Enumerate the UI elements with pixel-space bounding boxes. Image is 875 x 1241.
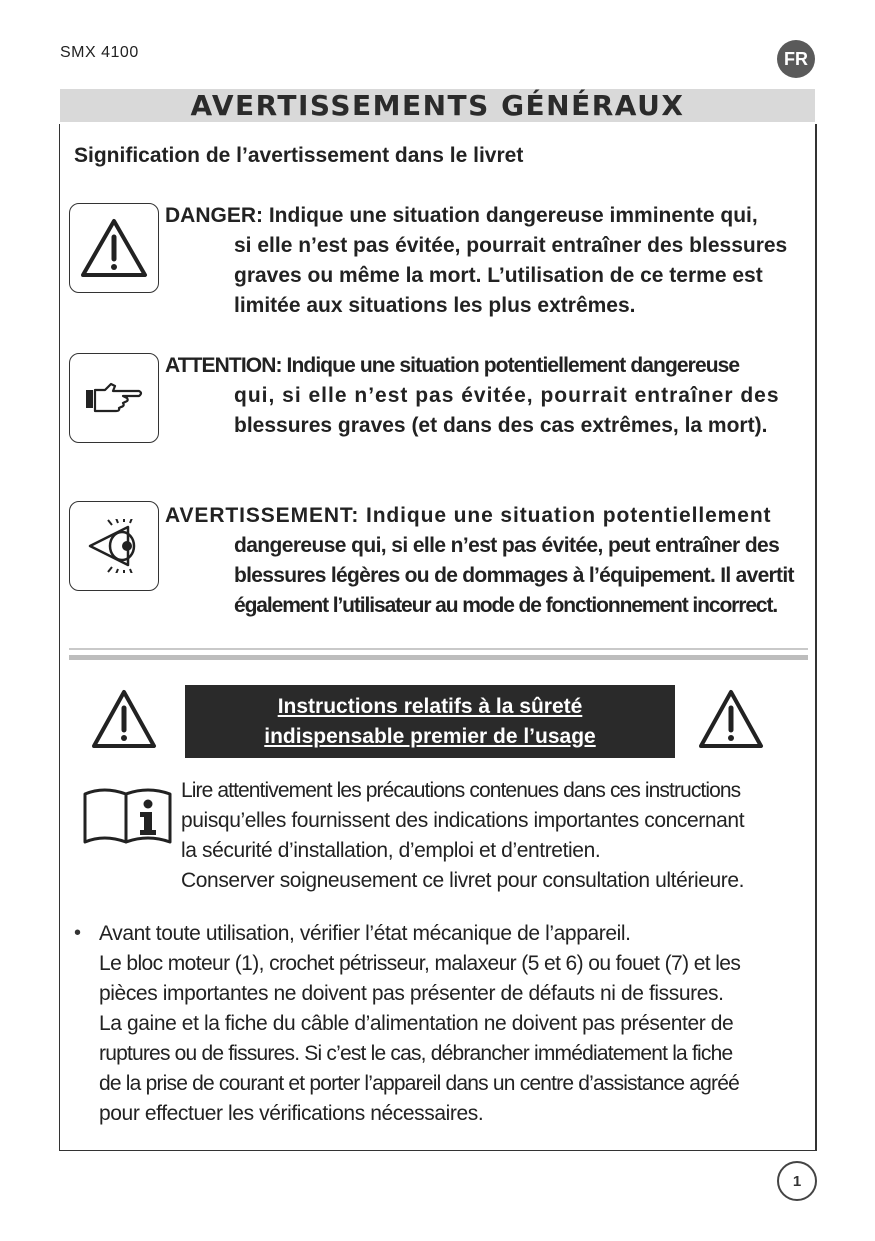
attention-line: qui, si elle n’est pas évitée, pourrait entraîner des bbox=[234, 384, 780, 407]
bullet-line: Avant toute utilisation, vérifier l’état mécanique de l’appareil. bbox=[99, 922, 631, 945]
safety-heading-box bbox=[185, 685, 675, 758]
eye-icon bbox=[82, 519, 146, 573]
section-subtitle: Signification de l’avertissement dans le livret bbox=[74, 144, 524, 167]
bullet-paragraph bbox=[99, 919, 804, 1129]
info-paragraph bbox=[181, 776, 806, 896]
bullet-line: pour effectuer les vérifications nécessaires. bbox=[99, 1102, 484, 1125]
bullet-line: pièces importantes ne doivent pas présenter de défauts ni de fissures. bbox=[99, 982, 724, 1005]
danger-lead: DANGER: Indique une situation dangereuse imminente qui, bbox=[165, 204, 758, 227]
bullet-line: ruptures ou de fissures. Si c’est le cas, débrancher immédiatement la fiche bbox=[99, 1042, 733, 1065]
language-badge: FR bbox=[777, 40, 815, 78]
divider bbox=[69, 648, 808, 650]
danger-warning bbox=[165, 201, 802, 321]
frame-border-right bbox=[815, 124, 817, 1151]
avertissement-line: dangereuse qui, si elle n’est pas évitée, peut entraîner des bbox=[234, 534, 780, 557]
divider bbox=[69, 655, 808, 660]
title-bar bbox=[60, 89, 815, 122]
avertissement-line: également l’utilisateur au mode de fonctionnement incorrect. bbox=[234, 594, 778, 617]
danger-line: graves ou même la mort. L’utilisation de ce terme est bbox=[234, 264, 763, 287]
info-line: la sécurité d’installation, d’emploi et d’entretien. bbox=[181, 839, 601, 862]
info-line: puisqu’elles fournissent des indications importantes concernant bbox=[181, 809, 745, 832]
attention-line: blessures graves (et dans des cas extrêmes, la mort). bbox=[234, 414, 768, 437]
attention-icon-box bbox=[69, 353, 159, 443]
bullet-marker: • bbox=[74, 922, 82, 944]
bullet-line: de la prise de courant et porter l’appareil dans un centre d’assistance agréé bbox=[99, 1072, 739, 1095]
avertissement-lead: AVERTISSEMENT: Indique une situation potentiellement bbox=[165, 504, 772, 527]
page-number: 1 bbox=[777, 1161, 817, 1201]
warning-triangle-icon bbox=[697, 688, 765, 750]
warning-triangle-icon bbox=[90, 688, 158, 750]
info-book-icon bbox=[82, 780, 174, 846]
danger-icon-box bbox=[69, 203, 159, 293]
page-title: AVERTISSEMENTS GÉNÉRAUX bbox=[190, 89, 685, 122]
avertissement-line: blessures légères ou de dommages à l’équipement. Il avertit bbox=[234, 564, 794, 587]
danger-line: limitée aux situations les plus extrêmes. bbox=[234, 294, 636, 317]
avertissement-warning bbox=[165, 501, 802, 621]
warning-triangle-icon bbox=[79, 217, 149, 279]
danger-line: si elle n’est pas évitée, pourrait entraîner des blessures bbox=[234, 234, 788, 257]
model-number: SMX 4100 bbox=[60, 44, 139, 61]
attention-warning bbox=[165, 351, 802, 441]
frame-border-left bbox=[59, 124, 60, 1151]
pointing-hand-icon bbox=[83, 378, 145, 418]
info-line: Lire attentivement les précautions contenues dans ces instructions bbox=[181, 779, 741, 802]
bullet-line: La gaine et la fiche du câble d’alimentation ne doivent pas présenter de bbox=[99, 1012, 734, 1035]
frame-border-bottom bbox=[59, 1150, 817, 1151]
attention-lead: ATTENTION: Indique une situation potentiellement dangereuse bbox=[165, 354, 740, 377]
info-line: Conserver soigneusement ce livret pour consultation ultérieure. bbox=[181, 869, 745, 892]
avertissement-icon-box bbox=[69, 501, 159, 591]
safety-heading-line: Instructions relatifs à la sûreté bbox=[277, 694, 583, 718]
bullet-line: Le bloc moteur (1), crochet pétrisseur, malaxeur (5 et 6) ou fouet (7) et les bbox=[99, 952, 741, 975]
safety-heading-line: indispensable premier de l’usage bbox=[264, 724, 596, 748]
